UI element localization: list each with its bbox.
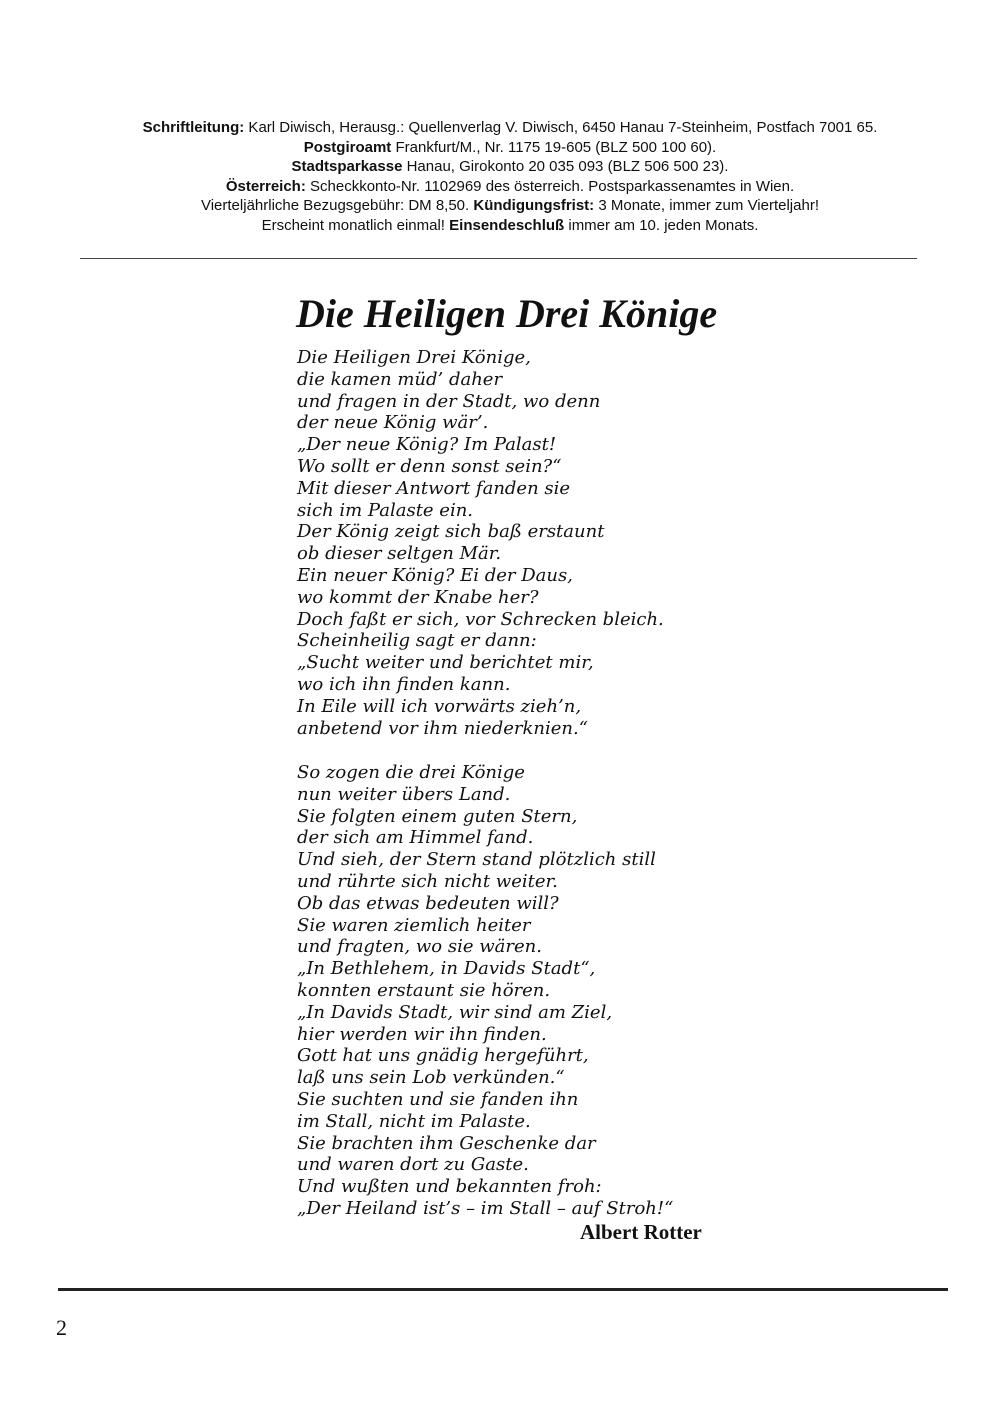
header-text: Scheckkonto-Nr. 1102969 des österreich. Postsparkassenamtes in Wien.	[305, 177, 795, 195]
poem-line: In Eile will ich vorwärts zieh’n,	[297, 695, 582, 717]
poem-line: anbetend vor ihm niederknien.“	[297, 717, 588, 739]
poem-line: nun weiter übers Land.	[297, 783, 511, 805]
header-line	[60, 196, 960, 216]
poem-line: Der König zeigt sich baß erstaunt	[297, 521, 605, 543]
header-text: Vierteljährliche Bezugsgebühr: DM 8,50.	[200, 197, 474, 215]
masthead-info	[60, 118, 960, 236]
header-label: Kündigungsfrist:	[473, 197, 595, 215]
poem-line: hier werden wir ihn finden.	[297, 1023, 547, 1045]
poem-line: sich im Palaste ein.	[297, 499, 474, 521]
poem-line: Wo sollt er denn sonst sein?“	[297, 455, 562, 477]
poem-line: „Sucht weiter und berichtet mir,	[297, 652, 594, 674]
page-number: 2	[56, 1315, 67, 1340]
header-label: Postgiroamt	[303, 138, 392, 156]
poem-line: Doch faßt er sich, vor Schrecken bleich.	[297, 608, 664, 630]
footer-divider	[58, 1288, 948, 1291]
header-text: Frankfurt/M., Nr. 1175 19-605 (BLZ 500 100 60).	[391, 138, 717, 156]
poem-line: der sich am Himmel fand.	[297, 827, 534, 849]
poem-line: „Der neue König? Im Palast!	[297, 434, 557, 456]
poem-line: wo ich ihn finden kann.	[297, 673, 511, 695]
poem-stanza-2	[297, 762, 673, 1220]
poem-line: Sie folgten einem guten Stern,	[297, 805, 578, 827]
header-line	[60, 138, 960, 158]
poem-line: der neue König wär’.	[297, 412, 489, 434]
header-line	[60, 118, 960, 138]
poem-line: So zogen die drei Könige	[297, 762, 525, 783]
header-line	[60, 157, 960, 177]
poem-line: Sie suchten und sie fanden ihn	[297, 1088, 579, 1110]
header-text: Erscheint monatlich einmal!	[261, 216, 450, 234]
poem-line: ob dieser seltgen Mär.	[297, 543, 502, 565]
header-text: immer am 10. jeden Monats.	[564, 216, 759, 234]
header-label: Stadtsparkasse	[291, 158, 403, 176]
poem-line: und waren dort zu Gaste.	[297, 1154, 529, 1176]
poem-line: „In Bethlehem, in Davids Stadt“,	[297, 958, 596, 980]
poem-line: Ob das etwas bedeuten will?	[297, 892, 559, 914]
header-text: Karl Diwisch, Herausg.: Quellenverlag V. Diwisch, 6450 Hanau 7-Steinheim, Postfach 7001 65.	[244, 119, 878, 136]
poem-stanza-1	[297, 347, 664, 739]
poem-line: im Stall, nicht im Palaste.	[297, 1110, 531, 1132]
poem-line: Gott hat uns gnädig hergeführt,	[297, 1045, 589, 1067]
header-label: Einsendeschluß	[449, 216, 565, 234]
header-label: Österreich:	[225, 177, 306, 195]
poem-line: „Der Heiland ist’s – im Stall – auf Stroh!“	[297, 1197, 674, 1219]
poem-line: Ein neuer König? Ei der Daus,	[297, 564, 573, 586]
poem-line: Und wußten und bekannten froh:	[297, 1176, 602, 1198]
poem-line: Sie brachten ihm Geschenke dar	[297, 1132, 596, 1154]
poem-line: wo kommt der Knabe her?	[297, 586, 539, 608]
header-text: Hanau, Girokonto 20 035 093 (BLZ 506 500 23).	[402, 158, 729, 176]
header-divider	[80, 258, 917, 259]
poem-line: Scheinheilig sagt er dann:	[297, 630, 537, 652]
header-line	[60, 177, 960, 197]
poem-line: und fragten, wo sie wären.	[297, 936, 542, 958]
poem-line: Sie waren ziemlich heiter	[297, 914, 531, 936]
poem-line: die kamen müd’ daher	[297, 368, 503, 390]
poem-line: laß uns sein Lob verkünden.“	[297, 1067, 565, 1089]
poem-line: konnten erstaunt sie hören.	[297, 979, 551, 1001]
poem-line: „In Davids Stadt, wir sind am Ziel,	[297, 1001, 613, 1023]
header-label: Schriftleitung:	[142, 119, 245, 136]
header-line	[60, 216, 960, 236]
poem-author: Albert Rotter	[580, 1220, 702, 1244]
poem-line: Mit dieser Antwort fanden sie	[297, 477, 571, 499]
poem-line: Die Heiligen Drei Könige,	[297, 347, 531, 368]
header-text: 3 Monate, immer zum Vierteljahr!	[594, 197, 819, 215]
poem-line: und rührte sich nicht weiter.	[297, 870, 558, 892]
poem-title: Die Heiligen Drei Könige	[296, 291, 718, 336]
poem-line: Und sieh, der Stern stand plötzlich still	[297, 849, 656, 871]
poem-line: und fragen in der Stadt, wo denn	[297, 390, 601, 412]
